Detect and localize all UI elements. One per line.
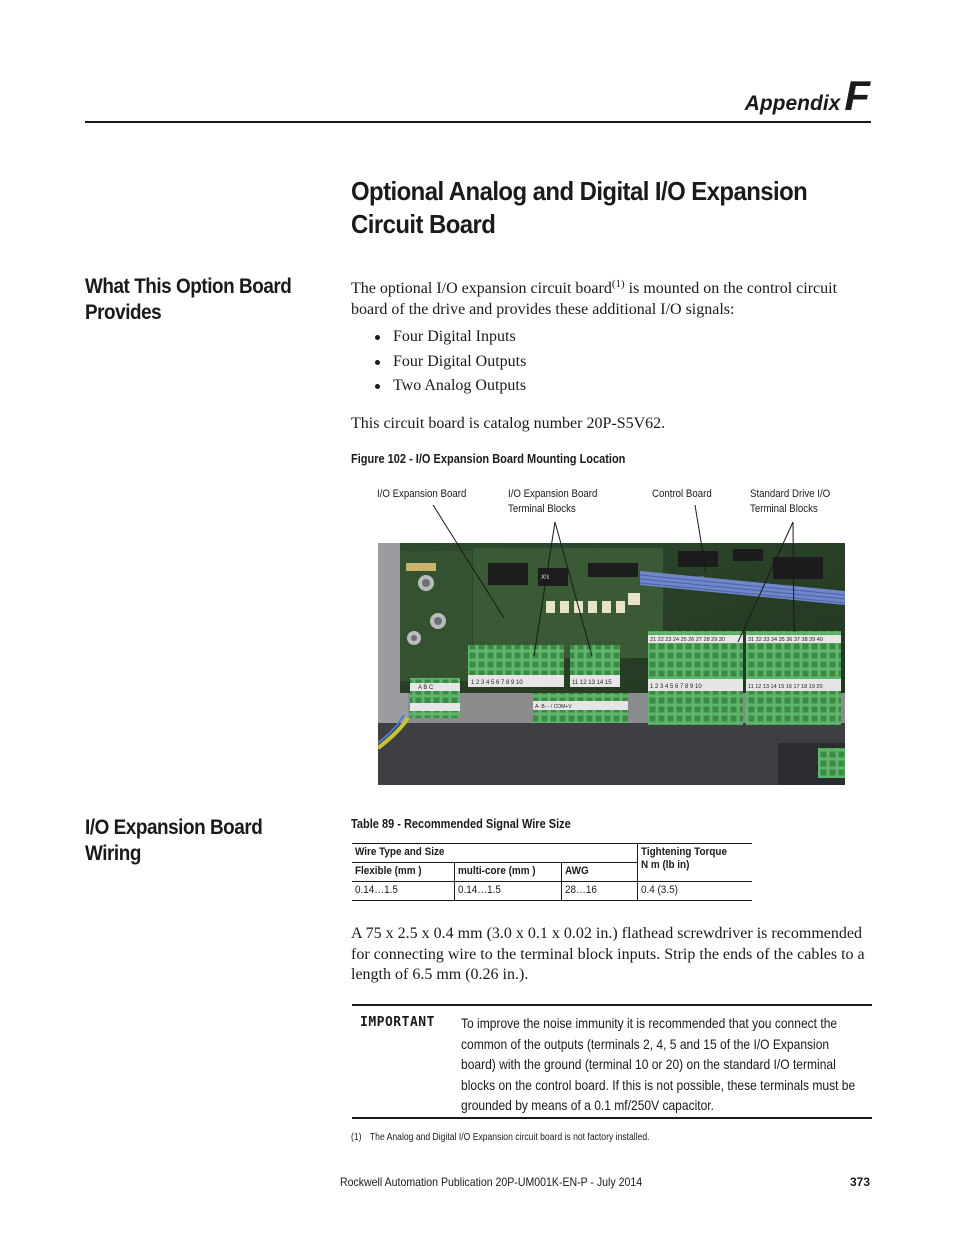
table-cell: 28…16 [561, 882, 637, 901]
photo-label-row: 11 12 13 14 15 [572, 680, 612, 686]
callout-expansion-terminal-blocks [508, 487, 597, 517]
section-heading-wiring: I/O Expansion Board Wiring [85, 816, 263, 865]
important-label: IMPORTANT [360, 1015, 435, 1030]
footer-publication: Rockwell Automation Publication 20P-UM001K-EN-P - July 2014 [340, 1175, 643, 1189]
chapter-title: Optional Analog and Digital I/O Expansion Circuit Board [351, 176, 808, 239]
footnote [351, 1132, 650, 1143]
photo-label-com: A- B- - / COM+V [535, 704, 572, 710]
wire-size-table [352, 843, 752, 901]
appendix-letter: F [844, 72, 870, 119]
photo-label-row: 11 12 13 14 15 16 17 18 19 20 [748, 684, 823, 690]
photo-label-row: 1 2 3 4 5 6 7 8 9 10 [650, 684, 702, 690]
callout-standard-terminal-blocks [750, 487, 830, 517]
catalog-paragraph: This circuit board is catalog number 20P-S5V62. [351, 415, 666, 432]
appendix-word: Appendix [744, 92, 841, 115]
intro-paragraph [351, 279, 871, 320]
footnote-number: (1) [351, 1132, 362, 1143]
table-row [352, 882, 752, 901]
callout-expansion-board: I/O Expansion Board [377, 488, 467, 500]
callout-control-board: Control Board [652, 488, 712, 500]
photo-label-abc: A B C [418, 685, 434, 691]
page-number: 373 [849, 1175, 870, 1189]
photo-label-xb: XB [541, 575, 550, 581]
table-torque-header: Tightening Torque N m (lb in) [637, 844, 752, 882]
table-group-header: Wire Type and Size [352, 844, 637, 863]
appendix-heading [745, 72, 870, 120]
footnote-reference[interactable]: (1) [611, 278, 625, 290]
list-item: Four Digital Outputs [375, 350, 526, 375]
board-photo [378, 543, 845, 785]
important-notice [352, 1004, 872, 1119]
callout-line: Terminal Blocks [508, 503, 576, 515]
figure-caption: Figure 102 - I/O Expansion Board Mounting Location [351, 452, 626, 466]
section-heading-what-provides: What This Option Board Provides [85, 275, 292, 324]
header-rule [85, 121, 871, 123]
list-item: Four Digital Inputs [375, 325, 526, 350]
callout-line: Terminal Blocks [750, 503, 818, 515]
important-text: To improve the noise immunity it is recommended that you connect the common of the outputs (terminals 2, 4, 5 and 15 of the I/O Expansion board) with the ground (terminal 10 or 20) on the standard I/O terminal blocks on the control board. If this is not possible, these terminals must be grounded by means of a 0.1 mf/250V capacitor. [461, 1015, 856, 1113]
table-cell: 0.14…1.5 [352, 882, 454, 901]
table-caption: Table 89 - Recommended Signal Wire Size [351, 817, 571, 831]
table-column-header: AWG [561, 863, 637, 882]
io-signal-list [375, 325, 526, 399]
callout-line: I/O Expansion Board [508, 488, 598, 500]
board-photo-illustration [378, 543, 845, 785]
intro-text-before: The optional I/O expansion circuit board [351, 280, 612, 297]
photo-label-row: 31 32 33 34 35 36 37 38 39 40 [748, 637, 823, 643]
photo-label-row: 21 22 23 24 25 26 27 28 29 30 [650, 637, 725, 643]
photo-label-row: 1 2 3 4 5 6 7 8 9 10 [471, 680, 523, 686]
footnote-text: The Analog and Digital I/O Expansion circuit board is not factory installed. [369, 1132, 650, 1143]
table-column-header: multi-core (mm ) [454, 863, 561, 882]
table-cell: 0.14…1.5 [454, 882, 561, 901]
table-cell: 0.4 (3.5) [637, 882, 752, 901]
screwdriver-paragraph: A 75 x 2.5 x 0.4 mm (3.0 x 0.1 x 0.02 in.) flathead screwdriver is recommended for connecting wire to the terminal block inputs. Strip the ends of the cables to a length of 6.5 mm (0.26 in.). [351, 925, 865, 983]
callout-line: Standard Drive I/O [750, 488, 831, 500]
intro-text-after: is mounted on the control circuit board of the drive and provides these additional I/O signals: [351, 280, 838, 318]
table-column-header: Flexible (mm ) [352, 863, 454, 882]
list-item: Two Analog Outputs [375, 374, 526, 399]
